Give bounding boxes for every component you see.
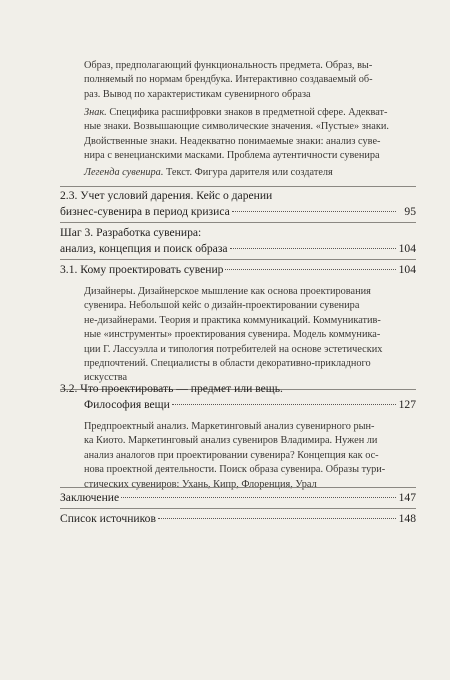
text-line <box>84 166 404 180</box>
divider <box>60 487 416 488</box>
text-line: Дизайнеры. Дизайнерское мышление как основа проектирования <box>84 286 371 297</box>
toc-entry-conclusion[interactable] <box>60 490 416 506</box>
text-line: предпочтений. Специалисты в области декоративно-прикладного <box>84 358 371 370</box>
toc-entry-title: Философия вещи <box>84 398 170 411</box>
divider <box>60 508 416 509</box>
text-line: Предпроектный анализ. Маркетинговый анализ сувенирного рын- <box>84 421 375 432</box>
text-line: ные знаки. Возвышающие символические значения. «Пустые» знаки. <box>84 121 389 133</box>
text-line: Двойственные знаки. Неадекватно понимаемые знаки: анализ суве- <box>84 135 381 147</box>
text-line: искусства <box>84 372 128 384</box>
dot-leader <box>172 404 396 405</box>
topic-lead: Легенда сувенира. <box>84 167 164 178</box>
toc-entry-title: анализ, концепция и поиск образа <box>60 241 228 255</box>
dot-leader <box>121 497 396 498</box>
divider <box>60 186 416 187</box>
toc-entry-title: бизнес-сувенира в период кризиса <box>60 204 230 218</box>
divider <box>60 259 416 260</box>
toc-entry-leader-line <box>60 511 416 527</box>
text-line: ные «инструменты» проектирования сувенира. Модель коммуника- <box>84 329 381 341</box>
text-line: нира с венецианскими масками. Проблема аутентичности сувенира <box>84 150 380 162</box>
toc-entry-leader-line <box>60 490 416 506</box>
toc-entry-title-line <box>60 381 416 397</box>
toc-entry-leader-line <box>60 241 416 257</box>
toc-entry-title: Шаг 3. Разработка сувенира: <box>60 226 202 239</box>
toc-entry-3-2-continued[interactable] <box>84 397 416 413</box>
text-line: полняемый по нормам брендбука. Интерактивно создаваемый об- <box>84 74 373 86</box>
page-number: 127 <box>398 398 416 411</box>
toc-entry-step-3[interactable] <box>60 225 416 256</box>
page-number: 104 <box>398 263 416 276</box>
page-number: 104 <box>398 241 416 255</box>
toc-entry-title: 2.3. Учет условий дарения. Кейс о дарении <box>60 189 273 202</box>
page-number: 95 <box>404 204 416 218</box>
section-description <box>84 59 404 102</box>
toc-entry-leader-line <box>60 262 416 278</box>
text-fragment: Специфика расшифровки знаков в предметной сфере. Адекват- <box>106 107 388 118</box>
text-line: нова проектной деятельности. Поиск образа сувенира. Образы тури- <box>84 464 386 476</box>
text-line: анализ аналогов при проектировании сувенира? Концепция как ос- <box>84 449 379 461</box>
topic-lead: Знак. <box>84 107 107 118</box>
text-line: не-дизайнерами. Теория и практика коммуникаций. Коммуникатив- <box>84 314 381 326</box>
divider <box>60 222 416 223</box>
toc-entry-title-line <box>60 225 416 241</box>
toc-entry-3-2[interactable] <box>60 381 416 397</box>
text-fragment: Текст. Фигура дарителя или создателя <box>163 167 333 178</box>
dot-leader <box>158 518 396 519</box>
toc-entry-title: 3.1. Кому проектировать сувенир <box>60 263 224 276</box>
text-line: Образ, предполагающий функциональность предмета. Образ, вы- <box>84 60 373 71</box>
section-description <box>84 166 404 180</box>
text-line <box>84 106 404 120</box>
text-line: ции Г. Лассуэлла и типология потребителей на основе эстетических <box>84 343 383 355</box>
text-line: раз. Вывод по характеристикам сувенирного образа <box>84 88 311 100</box>
text-line: сувенира. Небольшой кейс о дизайн-проектировании сувенира <box>84 300 360 312</box>
text-line: ка Киото. Маркетинговый анализ сувениров Владимира. Нужен ли <box>84 435 378 447</box>
toc-entry-2-3[interactable] <box>60 188 416 219</box>
toc-entry-3-1[interactable] <box>60 262 416 278</box>
page-number: 148 <box>398 512 416 525</box>
section-description <box>84 285 404 386</box>
toc-entry-leader-line <box>60 204 416 220</box>
toc-entry-title: Заключение <box>60 491 120 504</box>
page-number: 147 <box>398 491 416 504</box>
toc-entry-leader-line <box>84 397 416 413</box>
toc-entry-title-line <box>60 188 416 204</box>
dot-leader <box>225 269 396 270</box>
toc-entry-title: 3.2. Что проектировать — предмет или вещь. <box>60 382 283 395</box>
dot-leader <box>230 248 396 249</box>
toc-entry-title: Список источников <box>60 512 156 525</box>
text-line: стических сувениров: Ухань, Кипр, Флоренция, Урал <box>84 478 317 490</box>
dot-leader <box>232 211 396 212</box>
section-description <box>84 106 404 164</box>
toc-entry-sources[interactable] <box>60 511 416 527</box>
section-description <box>84 420 404 492</box>
